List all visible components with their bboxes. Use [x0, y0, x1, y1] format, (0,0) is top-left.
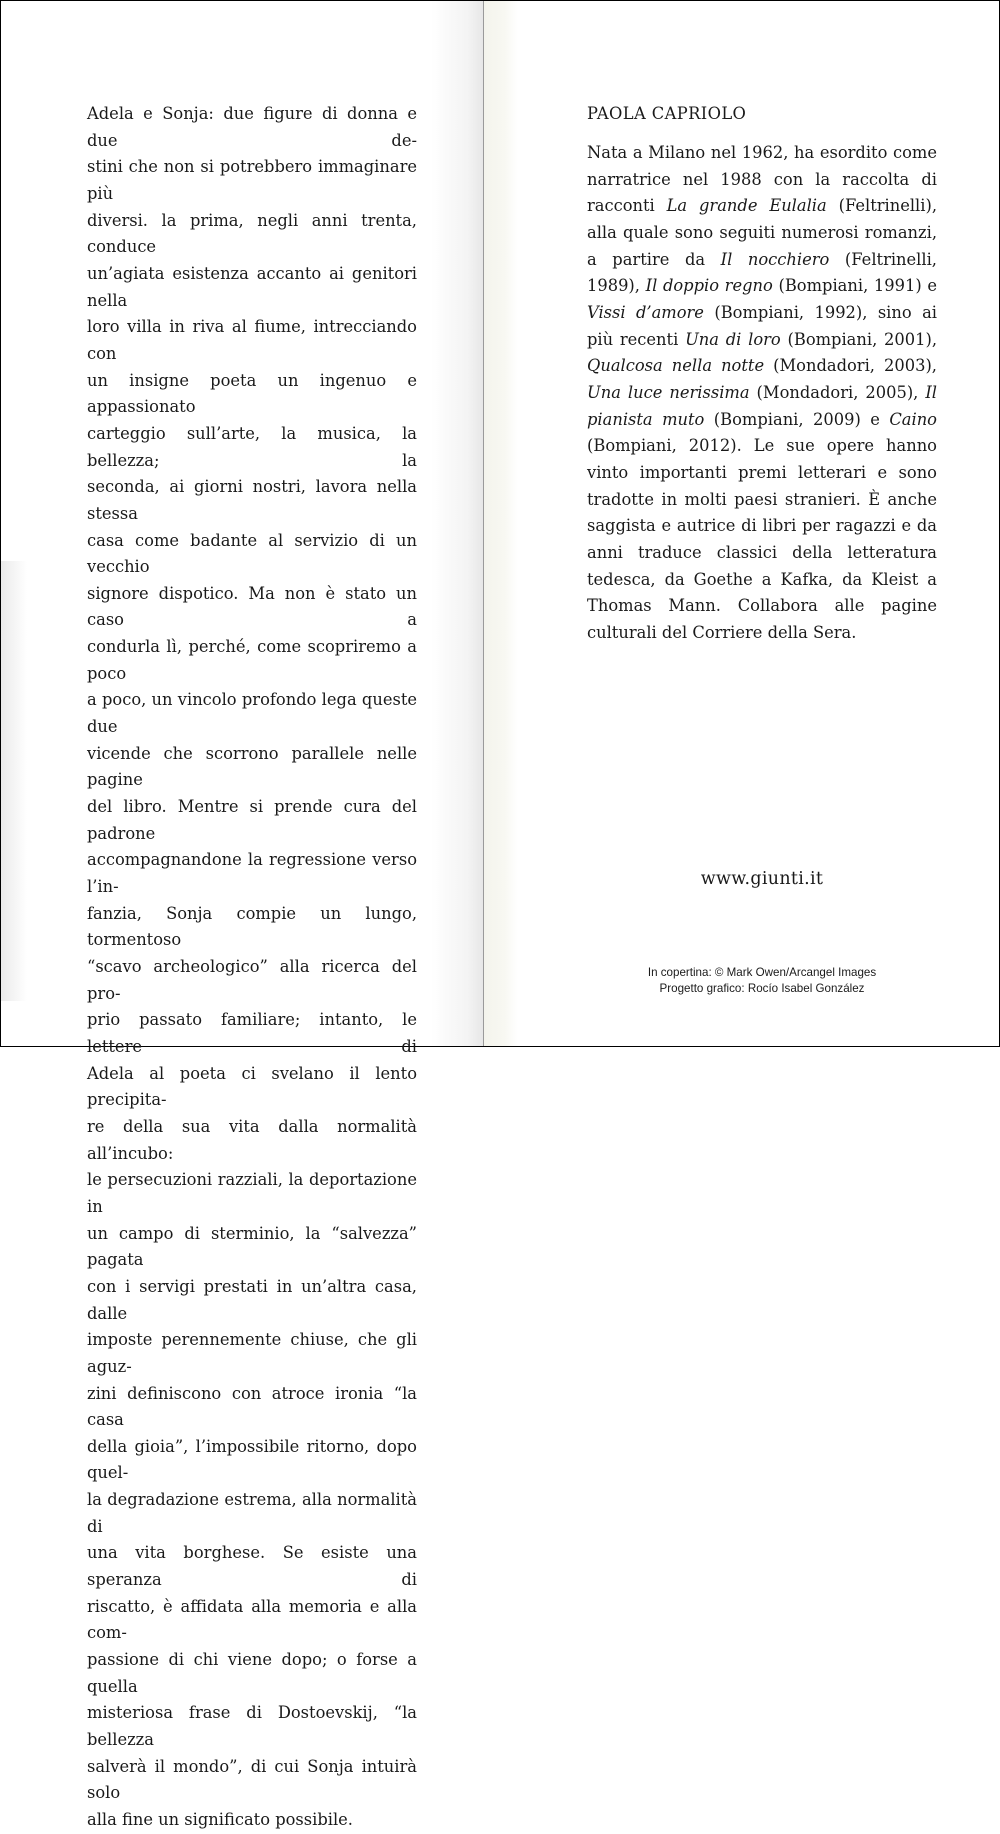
blurb-line: signore dispotico. Ma non è stato un caso a [87, 583, 417, 630]
blurb-line: del libro. Mentre si prende cura del padrone [87, 797, 417, 843]
fold-shadow [431, 1, 483, 1046]
blurb-line: fanzia, Sonja compie un lungo, tormentoso [87, 903, 417, 950]
bio-title: Caino [889, 409, 937, 429]
blurb-line: seconda, ai giorni nostri, lavora nella stessa [87, 477, 417, 523]
bio-text: (Feltrinelli), alla quale sono seguiti numerosi romanzi, a partire da [587, 196, 937, 269]
blurb-line: salverà il mondo”, di cui Sonja intuirà solo [87, 1756, 417, 1803]
blurb-line: alla fine un significato possibile. [87, 1810, 353, 1829]
blurb-line: loro villa in riva al fiume, intrecciando con [87, 317, 417, 363]
blurb-line: un campo di sterminio, la “salvezza” pagata [87, 1223, 417, 1270]
author-bio [587, 140, 937, 646]
blurb-line: con i servigi prestati in un’altra casa, dalle [87, 1276, 417, 1323]
blurb-line: una vita borghese. Se esiste una speranza di [87, 1543, 417, 1590]
bio-title: Vissi d’amore [587, 302, 704, 322]
blurb-line: un insigne poeta un ingenuo e appassionato [87, 370, 417, 417]
blurb-line: misteriosa frase di Dostoevskij, “la bellezza [87, 1703, 417, 1750]
blurb-line: la degradazione estrema, alla normalità di [87, 1490, 417, 1536]
publisher-website: www.giunti.it [700, 869, 824, 889]
bio-title: Qualcosa nella notte [587, 356, 765, 376]
blurb-line: un’agiata esistenza accanto ai genitori nella [87, 263, 417, 310]
bio-text: (Feltrinelli, 1989), [587, 249, 937, 296]
bio-title: Il doppio regno [645, 276, 773, 296]
bio-title: Una di loro [685, 329, 781, 349]
blurb-line: imposte perennemente chiuse, che gli aguz- [87, 1330, 417, 1376]
bio-text: (Bompiani, 2012). Le sue opere hanno vinto importanti premi letterari e sono tradotte in molti paesi stranieri. È anche saggista e autrice di libri per ragazzi e da anni traduce classici della letteratura tedesca, da Goethe a Kafka, da Kleist a Thomas Mann. Collabora alle pagine culturali del Corriere della Sera. [587, 436, 937, 642]
bio-text: (Bompiani, 1991) e [772, 276, 938, 296]
blurb-line: “scavo archeologico” alla ricerca del pro- [87, 957, 417, 1003]
blurb-line: a poco, un vincolo profondo lega queste due [87, 690, 417, 737]
blurb-line: passione di chi viene dopo; o forse a quella [87, 1650, 417, 1696]
blurb-line: vicende che scorrono parallele nelle pagine [87, 743, 417, 790]
design-credit: Progetto grafico: Rocío Isabel González [659, 982, 865, 995]
blurb-line: della gioia”, l’impossibile ritorno, dopo quel- [87, 1436, 417, 1483]
bio-text: Nata a Milano nel 1962, ha esordito come narratrice nel 1988 con la raccolta di racconti [587, 143, 937, 216]
blurb-line: casa come badante al servizio di un vecchio [87, 530, 417, 577]
credits [587, 965, 937, 997]
bio-text: (Mondadori, 2003), [764, 356, 937, 376]
blurb-line: diversi. la prima, negli anni trenta, conduce [87, 210, 417, 257]
bio-text: (Bompiani, 2001), [780, 329, 937, 349]
blurb-line: prio passato familiare; intanto, le lettere di [87, 1010, 417, 1056]
bio-text: (Bompiani, 1992), sino ai più recenti [587, 302, 937, 349]
bio-title: La grande Eulalia [666, 196, 827, 216]
cover-credit: In copertina: © Mark Owen/Arcangel Images [647, 966, 877, 979]
page-edge-shadow [1, 561, 27, 1001]
blurb-line: Adela e Sonja: due figure di donna e due de- [87, 104, 417, 150]
blurb-line: carteggio sull’arte, la musica, la bellezza; la [87, 423, 417, 470]
bio-title: Il nocchiero [720, 249, 830, 269]
blurb-line: zini definiscono con atroce ironia “la casa [87, 1383, 417, 1430]
fold-band [484, 1, 518, 1046]
bio-text: (Mondadori, 2005), [749, 382, 926, 402]
bio-title: Il pianista muto [587, 382, 937, 429]
book-blurb [87, 101, 417, 1834]
author-name: PAOLA CAPRIOLO [587, 104, 747, 123]
blurb-line: accompagnandone la regressione verso l’in- [87, 850, 417, 897]
blurb-line: riscatto, è affidata alla memoria e alla com- [87, 1596, 417, 1643]
blurb-line: Adela al poeta ci svelano il lento precipita- [87, 1063, 417, 1110]
bio-text: (Bompiani, 2009) e [704, 409, 890, 429]
blurb-line: stini che non si potrebbero immaginare più [87, 157, 417, 203]
blurb-line: le persecuzioni razziali, la deportazione in [87, 1170, 417, 1216]
blurb-line: re della sua vita dalla normalità all’incubo: [87, 1116, 417, 1163]
bio-title: Una luce nerissima [587, 382, 750, 402]
blurb-line: condurla lì, perché, come scopriremo a poco [87, 637, 417, 683]
